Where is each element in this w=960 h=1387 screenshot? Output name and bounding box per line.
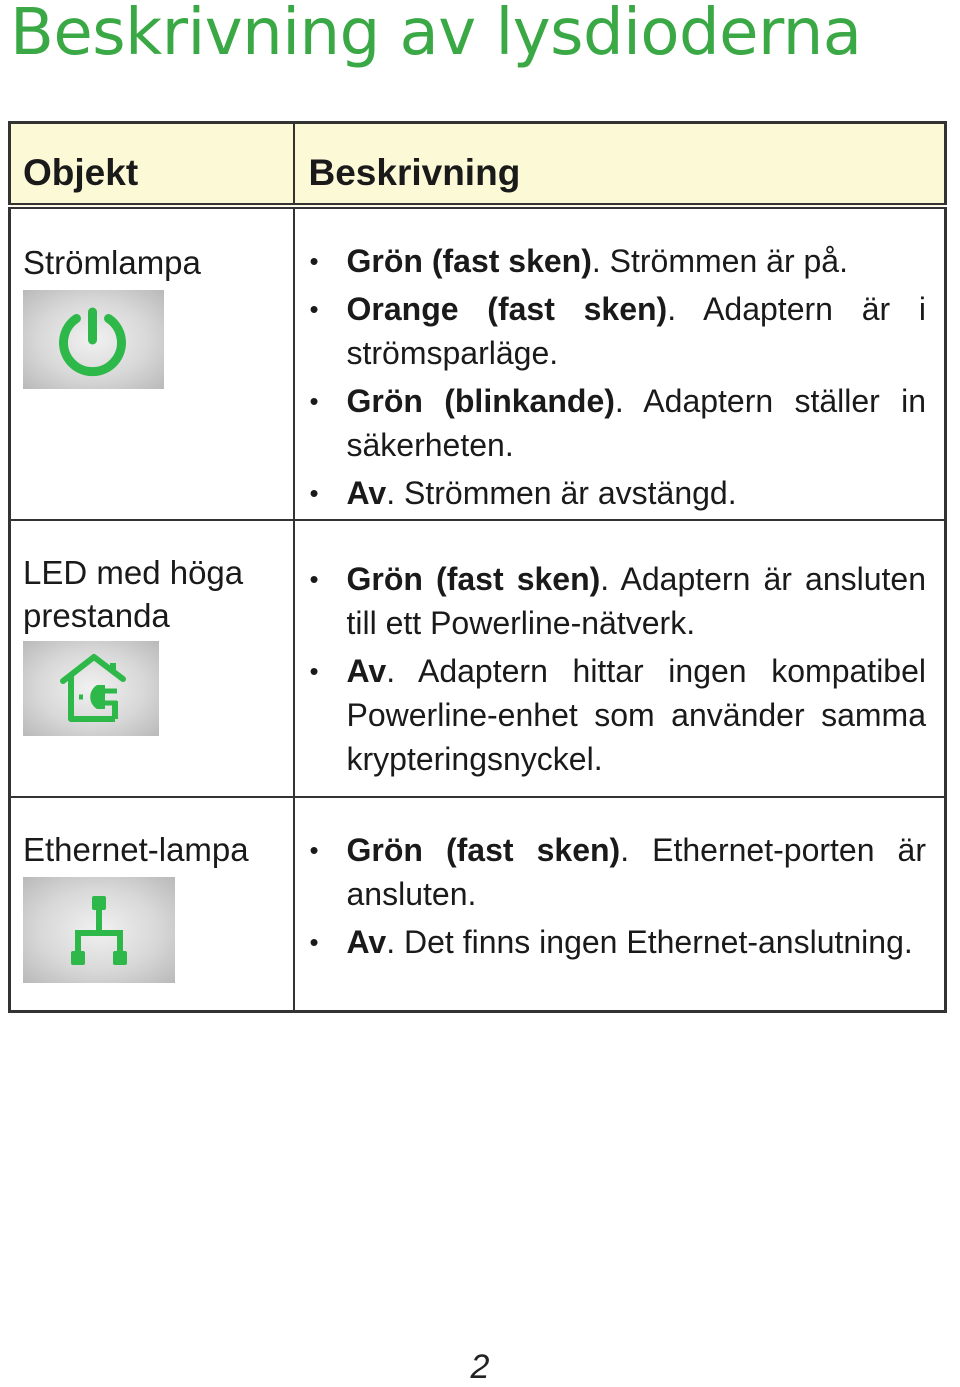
page-number: 2: [470, 1348, 490, 1386]
table-row: [10, 520, 946, 797]
object-label: Ethernet-lampa: [23, 830, 249, 868]
list-item: • Grön (fast sken). Strömmen är på.: [295, 239, 927, 283]
table-row: [10, 797, 946, 1012]
object-label: Strömlampa: [23, 243, 201, 281]
description-cell: [294, 206, 946, 520]
table-row: [10, 206, 946, 520]
description-list: [295, 557, 927, 781]
list-item: • Av. Adaptern hittar ingen kompatibel Powerline-enhet som använder samma krypteringsnyckel.: [295, 649, 927, 781]
list-item: • Av. Strömmen är avstängd.: [295, 471, 927, 515]
list-item: • Av. Det finns ingen Ethernet-anslutning.: [295, 920, 927, 964]
led-description-table: [8, 121, 947, 1013]
network-icon: [23, 877, 175, 983]
description-cell: [294, 797, 946, 1012]
header-object: Objekt: [10, 123, 294, 206]
object-cell: [10, 206, 294, 520]
description-list: [295, 239, 927, 515]
description-list: [295, 828, 927, 964]
list-item: • Grön (fast sken). Adaptern är ansluten till ett Powerline-nätverk.: [295, 557, 927, 645]
object-cell: [10, 520, 294, 797]
table-header-row: [10, 123, 946, 206]
power-icon: [23, 290, 164, 389]
list-item: • Grön (fast sken). Ethernet-porten är ansluten.: [295, 828, 927, 916]
list-item: • Orange (fast sken). Adaptern är i strömsparläge.: [295, 287, 927, 375]
object-label: LED med höga prestanda: [23, 553, 244, 634]
object-cell: [10, 797, 294, 1012]
house-plug-icon: [23, 641, 159, 736]
header-description: Beskrivning: [294, 123, 946, 206]
list-item: • Grön (blinkande). Adaptern ställer in säkerheten.: [295, 379, 927, 467]
page-title: Beskrivning av lysdioderna: [10, 0, 862, 70]
description-cell: [294, 520, 946, 797]
